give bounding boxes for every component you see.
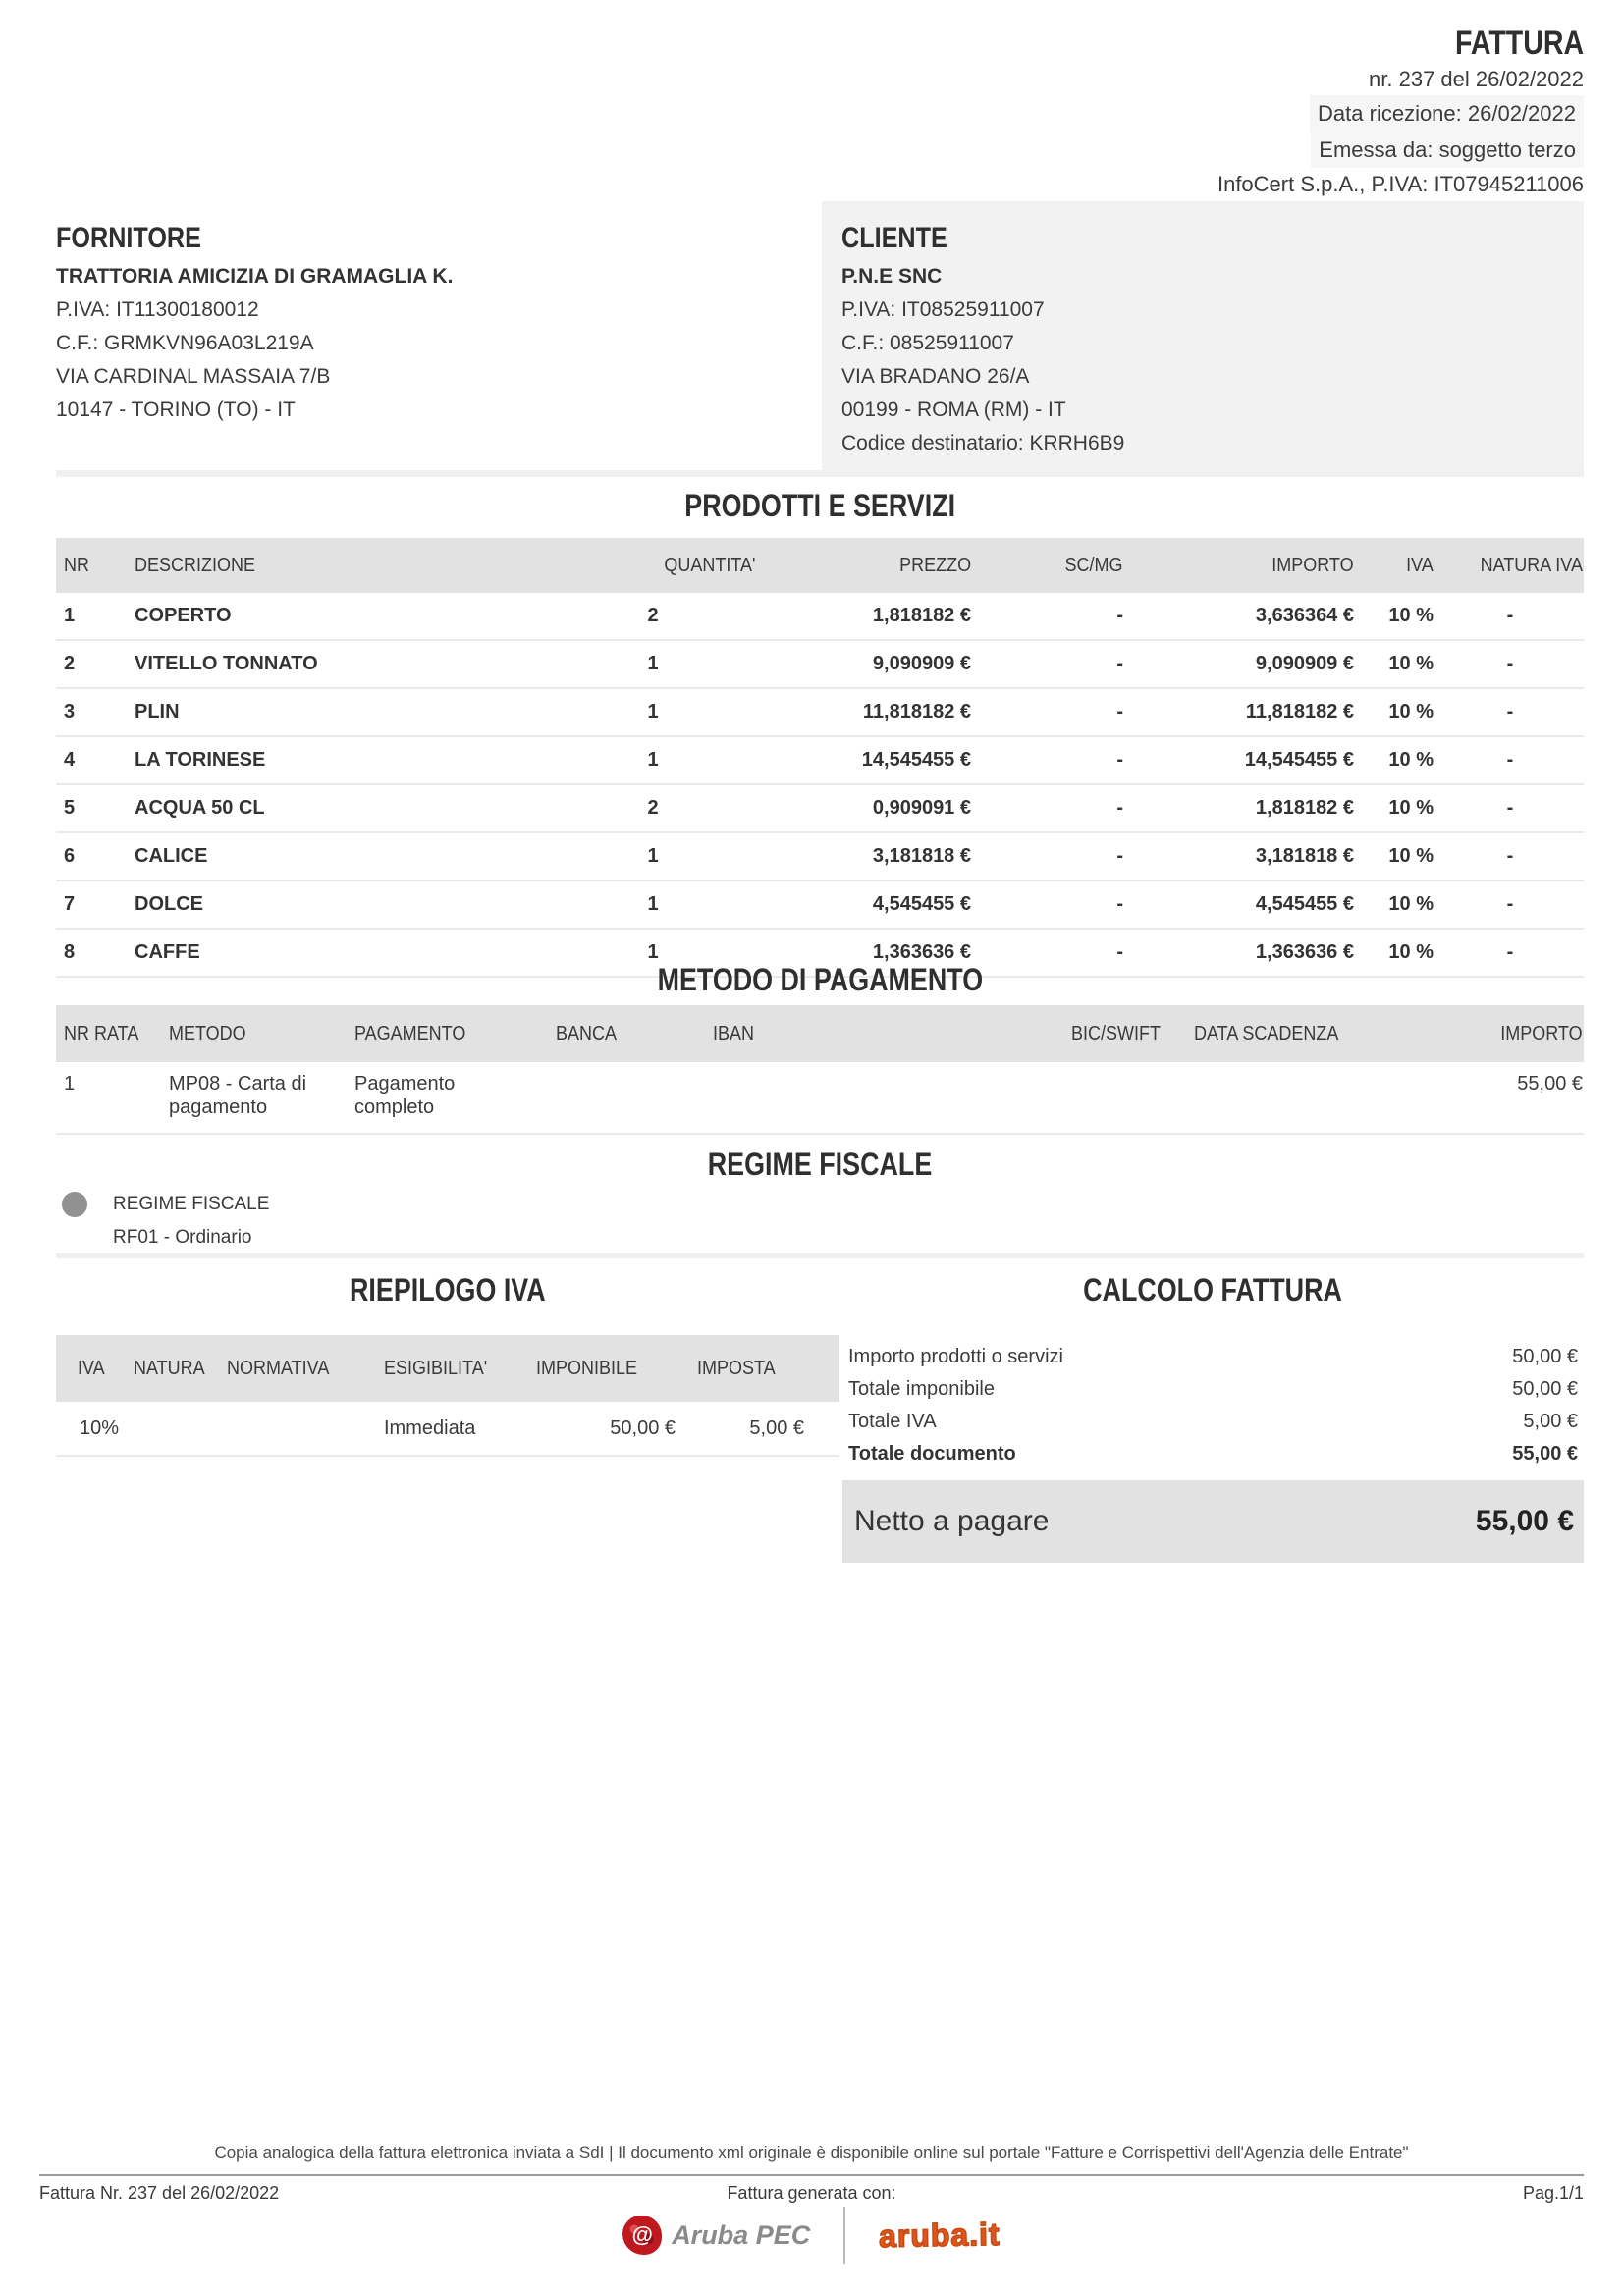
cell-natura: - [1436, 881, 1584, 929]
at-glyph: @ [631, 2222, 653, 2247]
cell-esigibilita: Immediata [383, 1402, 535, 1456]
cell-imposta: 5,00 € [677, 1402, 839, 1456]
supplier-heading [56, 221, 822, 256]
calc-value: 50,00 € [1512, 1378, 1578, 1400]
cell-importo: 1,363636 € [1124, 929, 1355, 977]
cell-natura: - [1436, 640, 1584, 688]
products-title-text: PRODOTTI E SERVIZI [684, 488, 955, 523]
supplier-cf: C.F.: GRMKVN96A03L219A [56, 332, 314, 354]
issued-by-line [1217, 132, 1584, 168]
col-scmg: SC/MG [972, 538, 1124, 593]
customer-piva: P.IVA: IT08525911007 [841, 298, 1045, 321]
fiscal-regime-title-text: REGIME FISCALE [707, 1147, 933, 1182]
page-title [1217, 26, 1584, 61]
cell-quantita: 2 [550, 593, 756, 640]
products-section [56, 488, 1584, 978]
cell-iva: 10 % [1355, 640, 1436, 688]
fiscal-regime-title [56, 1147, 1584, 1182]
vat-table-header [56, 1335, 839, 1402]
table-row [56, 784, 1584, 832]
col-importo: IMPORTO [1124, 538, 1355, 593]
vat-summary-title-text: RIEPILOGO IVA [350, 1272, 546, 1308]
col-data-scadenza: DATA SCADENZA [1193, 1005, 1404, 1062]
invoice-number: nr. 237 del 26/02/2022 [1369, 67, 1584, 91]
cell-quantita: 1 [550, 640, 756, 688]
cell-descrizione: DOLCE [128, 881, 550, 929]
customer-city: 00199 - ROMA (RM) - IT [841, 399, 1066, 421]
table-row [56, 832, 1584, 881]
receipt-date-text: Data ricezione: 26/02/2022 [1310, 95, 1584, 132]
col-iban: IBAN [712, 1005, 1070, 1062]
receipt-date-line [1217, 95, 1584, 132]
payment-section [56, 962, 1584, 1135]
cell-iva: 10 % [1355, 832, 1436, 881]
calculation-title-text: CALCOLO FATTURA [1083, 1272, 1343, 1308]
cell-importo: 14,545455 € [1124, 736, 1355, 784]
cell-importo: 11,818182 € [1124, 688, 1355, 736]
calc-row-vat [842, 1406, 1584, 1438]
payment-row [56, 1062, 1584, 1134]
fiscal-regime-row [56, 1192, 1584, 1217]
col-bic-swift: BIC/SWIFT [1070, 1005, 1193, 1062]
calc-label: Totale imponibile [848, 1378, 995, 1400]
payment-table-header [56, 1005, 1584, 1062]
col-iva: IVA [1355, 538, 1436, 593]
customer-heading-text: CLIENTE [841, 222, 947, 254]
cell-prezzo: 1,818182 € [756, 593, 972, 640]
net-to-pay-value: 55,00 € [1475, 1505, 1574, 1537]
infocert-line: InfoCert S.p.A., P.IVA: IT07945211006 [1217, 172, 1584, 196]
col-importo: IMPORTO [1404, 1005, 1584, 1062]
vat-row [56, 1402, 839, 1456]
fiscal-regime-label: REGIME FISCALE [113, 1194, 270, 1214]
col-prezzo: PREZZO [756, 538, 972, 593]
table-row [56, 881, 1584, 929]
cell-normativa [226, 1402, 383, 1456]
cell-iva: 10 % [1355, 929, 1436, 977]
cell-descrizione: CAFFE [128, 929, 550, 977]
cell-nr: 1 [56, 593, 128, 640]
calc-value: 5,00 € [1523, 1411, 1578, 1432]
cell-importo: 3,181818 € [1124, 832, 1355, 881]
cell-prezzo: 3,181818 € [756, 832, 972, 881]
payment-title [56, 962, 1584, 997]
calc-row-products [842, 1341, 1584, 1373]
cell-nr: 8 [56, 929, 128, 977]
table-row [56, 593, 1584, 640]
customer-address: VIA BRADANO 26/A [841, 365, 1030, 388]
cell-banca [555, 1062, 712, 1134]
col-nr: NR [56, 538, 128, 593]
cell-scmg: - [972, 929, 1124, 977]
cell-nr: 7 [56, 881, 128, 929]
cell-scadenza [1193, 1062, 1404, 1134]
parties-section [56, 201, 1584, 476]
cell-nr-rata: 1 [56, 1062, 162, 1134]
footer-generated-with: Fattura generata con: [727, 2183, 896, 2203]
net-to-pay-label: Netto a pagare [854, 1505, 1050, 1537]
cell-nr: 2 [56, 640, 128, 688]
col-quantita: QUANTITA' [550, 538, 756, 593]
cell-scmg: - [972, 784, 1124, 832]
cell-iva: 10% [56, 1402, 133, 1456]
cell-importo: 55,00 € [1404, 1062, 1584, 1134]
calculation-rows [842, 1341, 1584, 1470]
cell-descrizione: LA TORINESE [128, 736, 550, 784]
vat-summary-block [56, 1272, 839, 1563]
cell-natura: - [1436, 784, 1584, 832]
cell-descrizione: COPERTO [128, 593, 550, 640]
calc-label: Totale IVA [848, 1411, 937, 1432]
calc-value: 50,00 € [1512, 1346, 1578, 1367]
bullet-circle-icon [62, 1192, 87, 1217]
cell-natura: - [1436, 736, 1584, 784]
supplier-heading-text: FORNITORE [56, 222, 201, 254]
fiscal-regime-section [56, 1147, 1584, 1251]
cell-prezzo: 14,545455 € [756, 736, 972, 784]
supplier-name: TRATTORIA AMICIZIA DI GRAMAGLIA K. [56, 265, 454, 288]
cell-natura: - [1436, 688, 1584, 736]
cell-prezzo: 0,909091 € [756, 784, 972, 832]
cell-scmg: - [972, 832, 1124, 881]
customer-codice-destinatario: Codice destinatario: KRRH6B9 [841, 432, 1125, 454]
calculation-title [842, 1272, 1584, 1308]
footer-logos [0, 2207, 1623, 2264]
cell-descrizione: PLIN [128, 688, 550, 736]
customer-block [822, 201, 1584, 476]
calc-row-total [842, 1438, 1584, 1470]
cell-iva: 10 % [1355, 593, 1436, 640]
customer-cf: C.F.: 08525911007 [841, 332, 1014, 354]
cell-nr: 3 [56, 688, 128, 736]
issued-by-text: Emessa da: soggetto terzo [1311, 132, 1584, 168]
section-divider [56, 470, 1584, 477]
cell-importo: 3,636364 € [1124, 593, 1355, 640]
cell-descrizione: CALICE [128, 832, 550, 881]
cell-iva: 10 % [1355, 881, 1436, 929]
footer-rule [39, 2174, 1584, 2176]
net-to-pay-box [842, 1480, 1584, 1563]
page-title-text: FATTURA [1454, 25, 1584, 62]
customer-name: P.N.E SNC [841, 265, 943, 288]
col-descrizione: DESCRIZIONE [128, 538, 550, 593]
cell-prezzo: 4,545455 € [756, 881, 972, 929]
cell-pagamento: Pagamento completo [353, 1062, 555, 1134]
cell-scmg: - [972, 688, 1124, 736]
cell-descrizione: VITELLO TONNATO [128, 640, 550, 688]
cell-importo: 9,090909 € [1124, 640, 1355, 688]
col-banca: BANCA [555, 1005, 712, 1062]
cell-prezzo: 9,090909 € [756, 640, 972, 688]
cell-natura: - [1436, 593, 1584, 640]
cell-bic [1070, 1062, 1193, 1134]
col-iva: IVA [56, 1335, 133, 1402]
invoice-calculation-block [839, 1272, 1584, 1563]
fiscal-regime-value: RF01 - Ordinario [113, 1227, 252, 1248]
customer-heading [841, 221, 1564, 256]
col-natura-iva: NATURA IVA [1436, 538, 1584, 593]
cell-quantita: 1 [550, 929, 756, 977]
cell-iva: 10 % [1355, 784, 1436, 832]
logo-divider [843, 2207, 845, 2264]
cell-descrizione: ACQUA 50 CL [128, 784, 550, 832]
cell-quantita: 2 [550, 784, 756, 832]
calc-label: Importo prodotti o servizi [848, 1346, 1063, 1367]
cell-importo: 1,818182 € [1124, 784, 1355, 832]
cell-prezzo: 1,363636 € [756, 929, 972, 977]
products-table-header [56, 538, 1584, 593]
cell-iban [712, 1062, 1070, 1134]
col-imponibile: IMPONIBILE [535, 1335, 677, 1402]
cell-nr: 6 [56, 832, 128, 881]
calc-value: 55,00 € [1512, 1443, 1578, 1465]
calc-row-taxable [842, 1373, 1584, 1406]
products-table [56, 538, 1584, 978]
col-esigibilita: ESIGIBILITA' [383, 1335, 535, 1402]
supplier-block [56, 201, 822, 476]
cell-scmg: - [972, 593, 1124, 640]
cell-metodo: MP08 - Carta di pagamento [162, 1062, 353, 1134]
payment-title-text: METODO DI PAGAMENTO [657, 962, 983, 997]
table-row [56, 736, 1584, 784]
cell-iva: 10 % [1355, 688, 1436, 736]
totals-section [56, 1272, 1584, 1563]
col-imposta: IMPOSTA [677, 1335, 839, 1402]
cell-natura [133, 1402, 226, 1456]
cell-scmg: - [972, 881, 1124, 929]
cell-scmg: - [972, 640, 1124, 688]
cell-quantita: 1 [550, 881, 756, 929]
table-row [56, 640, 1584, 688]
cell-scmg: - [972, 736, 1124, 784]
cell-importo: 4,545455 € [1124, 881, 1355, 929]
aruba-pec-logo: Aruba PEC [672, 2219, 811, 2250]
col-nr-rata: NR RATA [56, 1005, 162, 1062]
section-divider [56, 1253, 1584, 1258]
page-number: Pag.1/1 [1522, 2183, 1584, 2203]
supplier-address: VIA CARDINAL MASSAIA 7/B [56, 365, 331, 388]
cell-natura: - [1436, 832, 1584, 881]
col-pagamento: PAGAMENTO [353, 1005, 555, 1062]
cell-quantita: 1 [550, 832, 756, 881]
supplier-city: 10147 - TORINO (TO) - IT [56, 399, 296, 421]
calc-label: Totale documento [848, 1443, 1016, 1465]
col-normativa: NORMATIVA [226, 1335, 383, 1402]
cell-natura: - [1436, 929, 1584, 977]
col-natura: NATURA [133, 1335, 226, 1402]
aruba-it-logo: aruba.it [878, 2216, 1001, 2254]
vat-summary-title [56, 1272, 839, 1308]
cell-nr: 4 [56, 736, 128, 784]
cell-nr: 5 [56, 784, 128, 832]
table-row [56, 688, 1584, 736]
document-header [1217, 26, 1584, 200]
cell-prezzo: 11,818182 € [756, 688, 972, 736]
payment-table [56, 1005, 1584, 1135]
cell-imponibile: 50,00 € [535, 1402, 677, 1456]
footer-invoice-ref: Fattura Nr. 237 del 26/02/2022 [39, 2183, 280, 2203]
cell-quantita: 1 [550, 688, 756, 736]
col-metodo: METODO [162, 1005, 353, 1062]
supplier-piva: P.IVA: IT11300180012 [56, 298, 259, 321]
footer-disclaimer: Copia analogica della fattura elettronica inviata a SdI | Il documento xml originale è disponibile online sul portale "Fatture e Corrispettivi dell'Agenzia delle Entrate" [214, 2143, 1409, 2162]
cell-iva: 10 % [1355, 736, 1436, 784]
products-title [56, 488, 1584, 523]
cell-quantita: 1 [550, 736, 756, 784]
aruba-pec-rose-icon [622, 2216, 662, 2255]
vat-summary-table [56, 1335, 839, 1457]
